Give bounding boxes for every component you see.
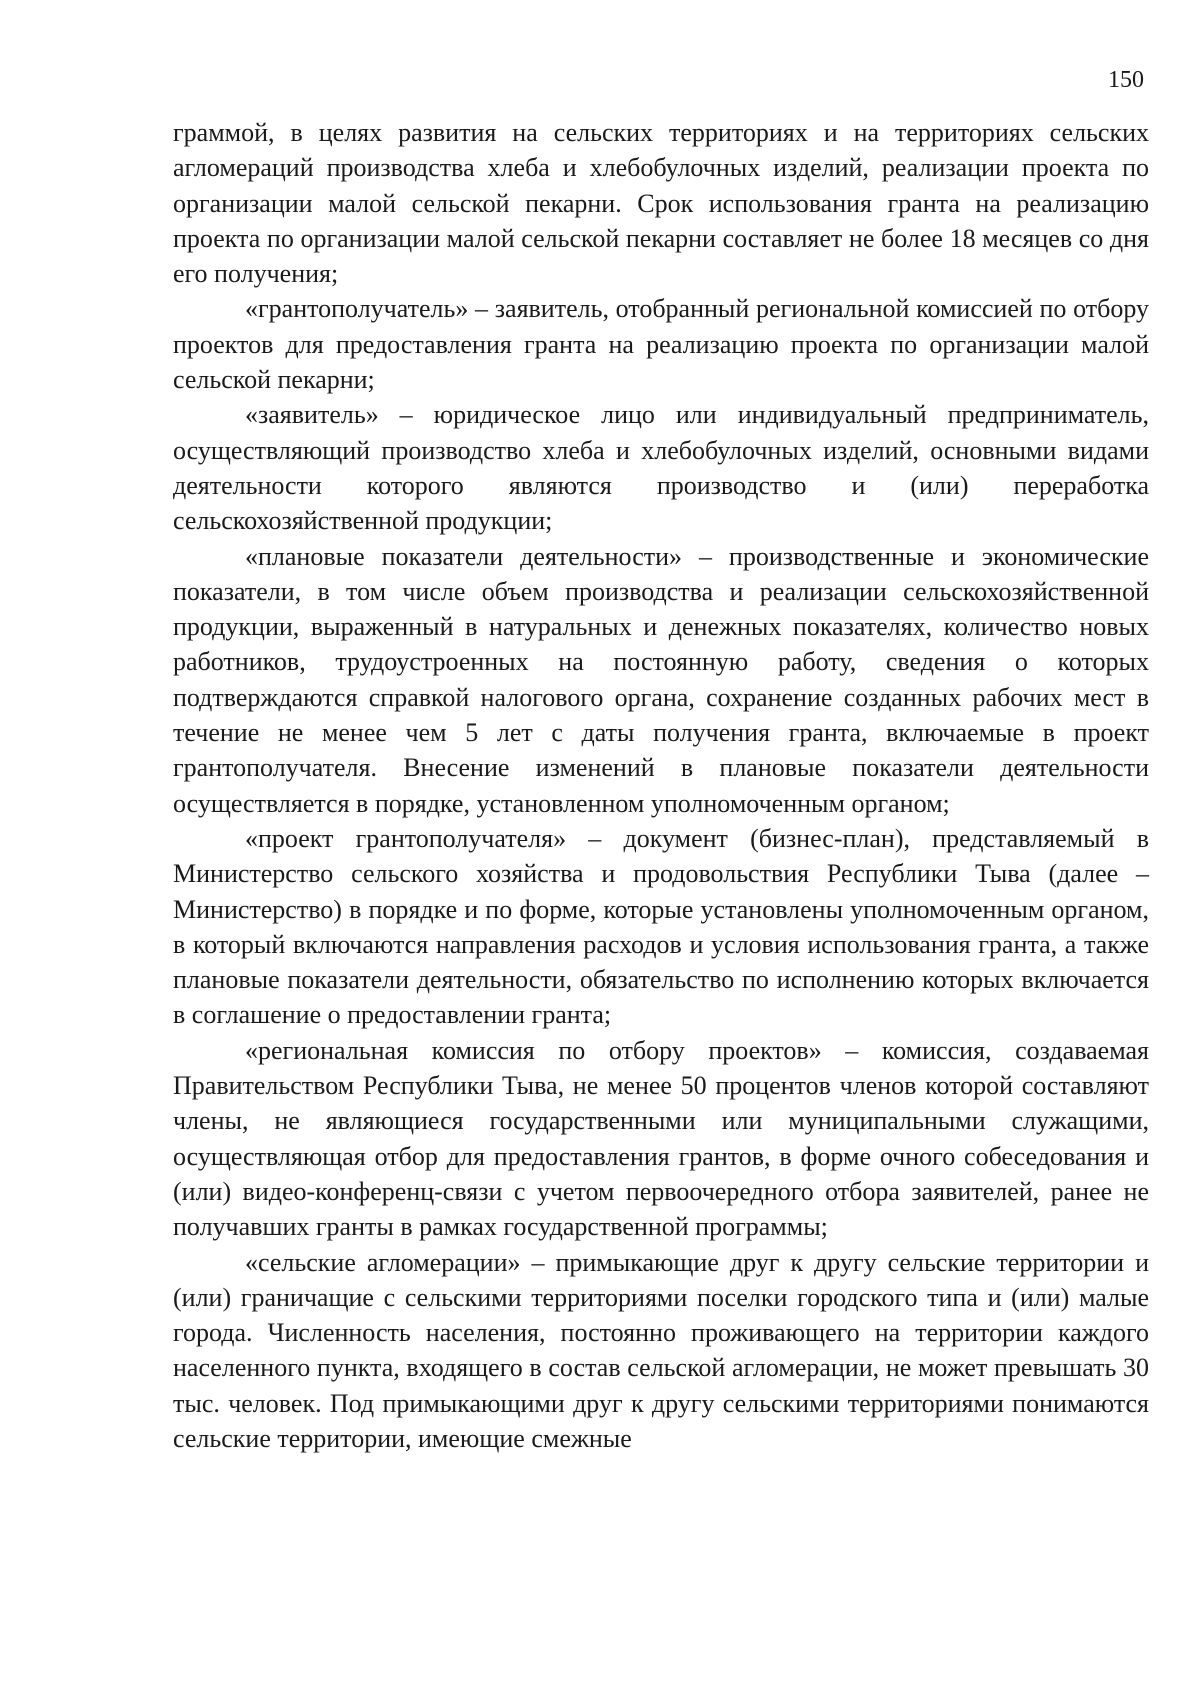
definition-recipient-project: «проект грантополучателя» – документ (бизнес-план), представляемый в Министерство сельского хозяйства и продовольствия Республики Тыва (далее – Министерство) в порядке и по форме, которые установлены уполномоченным органом, в который включаются направления расходов и условия использования гранта, а также плановые показатели деятельности, обязательство по исполнению которых включается в соглашение о предоставлении гранта;	[173, 823, 1149, 1030]
definition-rural-agglomerations: «сельские агломерации» – примыкающие друг к другу сельские территории и (или) граничащие с сельскими территориями поселки городского типа и (или) малые города. Численность населения, постоянно проживающего на территории каждого населенного пункта, входящего в состав сельской агломерации, не может превышать 30 тыс. человек. Под примыкающими друг к другу сельскими территориями понимаются сельские территории, имеющие смежные	[173, 1247, 1149, 1453]
document-body	[173, 115, 1149, 1456]
page-number: 150	[1108, 67, 1144, 93]
definition-regional-commission: «региональная комиссия по отбору проектов» – комиссия, создаваемая Правительством Республики Тыва, не менее 50 процентов членов которой составляют члены, не являющиеся государственными или муниципальными служащими, осуществляющая отбор для предоставления грантов, в форме очного собеседования и (или) видео-конференц-связи с учетом первоочередного отбора заявителей, ранее не получавших гранты в рамках государственной программы;	[173, 1035, 1149, 1242]
definition-planned-indicators: «плановые показатели деятельности» – производственные и экономические показатели, в том числе объем производства и реализации сельскохозяйственной продукции, выраженный в натуральных и денежных показателях, количество новых работников, трудоустроенных на постоянную работу, сведения о которых подтверждаются справкой налогового органа, сохранение созданных рабочих мест в течение не менее чем 5 лет с даты получения гранта, включаемые в проект грантополучателя. Внесение изменений в плановые показатели деятельности осуществляется в порядке, установленном уполномоченным органом;	[173, 541, 1149, 818]
definition-grant-recipient: «грантополучатель» – заявитель, отобранный региональной комиссией по отбору проектов для предоставления гранта на реализацию проекта по организации малой сельской пекарни;	[173, 294, 1149, 395]
paragraph-continuation: граммой, в целях развития на сельских территориях и на территориях сельских агломераций производства хлеба и хлебобулочных изделий, реализации проекта по организации малой сельской пекарни. Срок использования гранта на реализацию проекта по организации малой сельской пекарни составляет не более 18 месяцев со дня его получения;	[173, 118, 1149, 289]
definition-applicant: «заявитель» – юридическое лицо или индивидуальный предприниматель, осуществляющий производство хлеба и хлебобулочных изделий, основными видами деятельности которого являются производство и (или) переработка сельскохозяйственной продукции;	[173, 400, 1149, 536]
